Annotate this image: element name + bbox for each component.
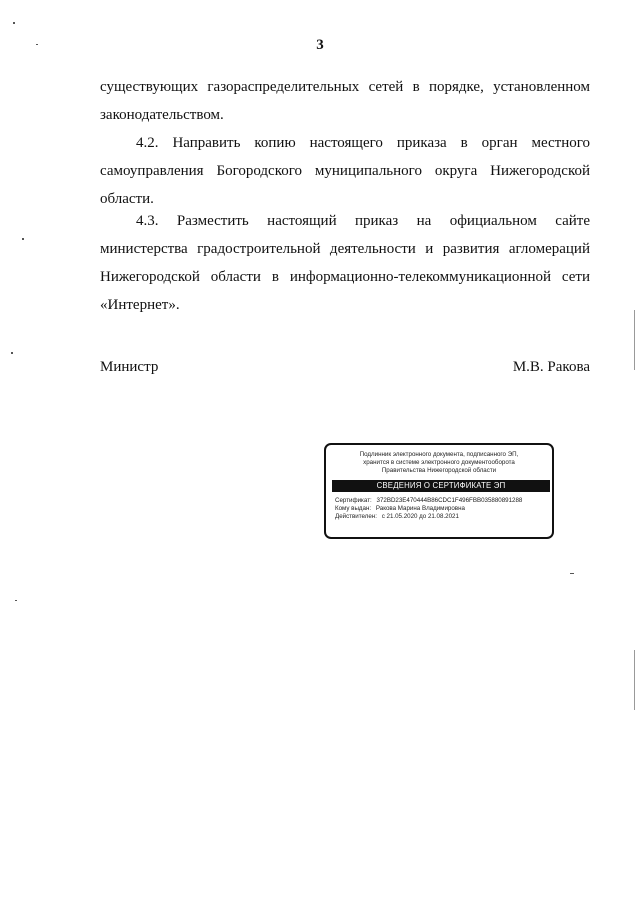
- certificate-value: 372BD23E470444B86CDC1F496FBB035880891288: [376, 497, 523, 504]
- scan-artifact: [13, 22, 15, 24]
- certificate-row: [335, 497, 552, 505]
- validity-label: Действителен:: [335, 513, 377, 520]
- electronic-signature-stamp: [324, 443, 554, 539]
- paragraph-4-3: 4.3. Разместить настоящий приказ на официальном сайте министерства градостроительной деятельности и развития агломераций Нижегородской области в информационно-телекоммуникационной сети «Интернет».: [100, 213, 590, 313]
- stamp-intro-line: Подлинник электронного документа, подписанного ЭП,: [359, 451, 519, 458]
- issued-to-label: Кому выдан:: [335, 505, 372, 512]
- scan-edge: [634, 310, 635, 370]
- stamp-details: [335, 497, 552, 521]
- stamp-intro: [326, 451, 552, 475]
- issued-to-row: [335, 505, 552, 513]
- signature-block: [100, 355, 590, 379]
- stamp-intro-line: хранится в системе электронного документооборота: [363, 459, 515, 466]
- scan-artifact: [570, 573, 574, 574]
- scan-artifact: [22, 238, 24, 240]
- stamp-header: СВЕДЕНИЯ О СЕРТИФИКАТЕ ЭП: [332, 480, 550, 492]
- scan-artifact: [36, 44, 38, 45]
- paragraph-continuation: существующих газораспределительных сетей в порядке, установленном законодательством.: [100, 79, 590, 123]
- paragraph-4-2: 4.2. Направить копию настоящего приказа в орган местного самоуправления Богородского муниципального округа Нижегородской области.: [100, 135, 590, 207]
- validity-row: [335, 513, 552, 521]
- scan-artifact: [11, 352, 13, 354]
- scan-edge: [634, 650, 635, 710]
- validity-value: с 21.05.2020 до 21.08.2021: [381, 513, 459, 520]
- signatory-name: М.В. Ракова: [512, 359, 590, 375]
- scan-artifact: [15, 600, 17, 601]
- issued-to-value: Ракова Марина Владимировна: [375, 505, 465, 512]
- certificate-label: Сертификат:: [335, 497, 372, 504]
- stamp-intro-line: Правительства Нижегородской области: [381, 467, 497, 474]
- signatory-position: Министр: [100, 359, 159, 375]
- page-number: 3: [316, 37, 324, 53]
